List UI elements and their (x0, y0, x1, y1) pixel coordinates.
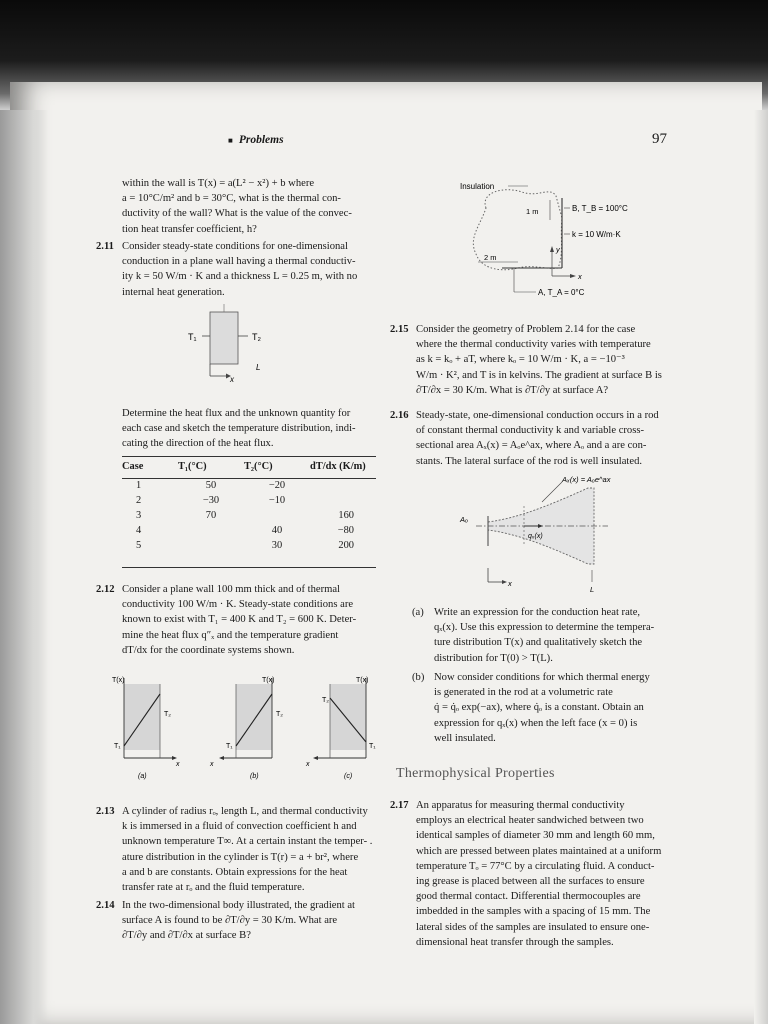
text-line: A cylinder of radius rₒ, length L, and thermal conductivity (122, 806, 368, 817)
ax-leader (542, 482, 562, 502)
t1-label: T₁ (369, 743, 376, 750)
table-cell: 50 (205, 480, 217, 491)
binding-shadow (0, 110, 48, 1024)
coordinate-systems-figure (112, 672, 384, 782)
t2-label: T₂ (252, 332, 261, 342)
text-line: Steady-state, one-dimensional conduction occurs in a rod (416, 410, 659, 421)
text-line: each case and sketch the temperature distribution, indi- (122, 423, 356, 435)
t1-label: T₁ (188, 332, 197, 342)
page-number: 97 (652, 131, 667, 147)
plane-wall-figure (168, 304, 288, 384)
table-cell: 70 (205, 510, 217, 521)
text-line: surface A is found to be ∂T/∂y = 30 K/m. What are (122, 915, 338, 927)
two-dimensional-body-figure (452, 178, 712, 300)
section-title: Thermophysical Properties (396, 766, 555, 781)
text-line: k is immersed in a fluid of convection coefficient h and (122, 821, 357, 833)
running-header (228, 134, 284, 146)
text-line: which are pressed between plates maintained at a uniform (416, 845, 662, 857)
column-header: T₂(°C) (244, 461, 273, 472)
x-label: x (176, 761, 180, 768)
graph-b (209, 677, 283, 780)
t1-label: T₁ (226, 743, 233, 750)
text-line: conduction in a plane wall having a thermal conductiv- (122, 256, 356, 268)
l-label: L (256, 363, 261, 372)
x-label: x (230, 375, 234, 384)
y-label: y (556, 245, 560, 254)
caption: (c) (344, 773, 353, 780)
problem-number: 2.11 (96, 241, 114, 252)
table-cell (178, 538, 244, 553)
x-label: x (210, 761, 214, 768)
text-line: dimensional heat transfer through the samples. (416, 936, 614, 948)
text-line: well insulated. (434, 732, 496, 744)
t2-label: T₂ (322, 697, 329, 704)
t2-label: T₂ (164, 711, 171, 718)
table-cell: −10 (268, 495, 286, 506)
table-cell (310, 478, 376, 493)
table-cell (244, 508, 310, 523)
table-cell: −30 (202, 495, 220, 506)
table-bottom-rule (122, 567, 376, 568)
t1-label: T₁ (114, 743, 121, 750)
text-line: An apparatus for measuring thermal conductivity (416, 800, 625, 811)
text-line: as k = kₒ + aT, where kₒ = 10 W/m · K, a = −10⁻³ (416, 354, 625, 366)
text-line: ture distribution T(x) and qualitatively sketch the (434, 637, 643, 649)
a0-label: Aₒ (460, 515, 468, 524)
text-line: ∂T/∂x = 30 K/m. What is ∂T/∂y at surface A? (416, 384, 609, 396)
page-edge (754, 110, 768, 1024)
y-arrow-icon (550, 246, 554, 252)
text-line: Consider a plane wall 100 mm thick and of thermal (122, 584, 340, 595)
table-cell: −80 (337, 525, 354, 536)
text-line: Determine the heat flux and the unknown quantity for (122, 408, 351, 419)
text-line: Consider steady-state conditions for one-dimensional (122, 241, 348, 252)
table-cell (310, 493, 376, 508)
x-arrow-icon (313, 756, 318, 760)
table-cell: 30 (271, 540, 283, 551)
text-line: Consider the geometry of Problem 2.14 for the case (416, 324, 636, 335)
text-line: internal heat generation. (122, 286, 225, 298)
caption: (b) (250, 773, 259, 780)
table-cell: 2 (136, 495, 142, 506)
text-line: dT/dx for the coordinate systems shown. (122, 644, 295, 656)
text-line: sectional area Aₓ(x) = Aₒe^ax, where Aₒ and a are con- (416, 440, 647, 452)
cases-table (122, 459, 376, 553)
table-row (122, 508, 376, 523)
part-label: (a) (412, 607, 424, 618)
text-line: W/m · K², and T is in kelvins. The gradient at surface B is (416, 369, 662, 381)
text-line: lateral sides of the samples are insulated to ensure one- (416, 921, 650, 933)
text-line: In the two-dimensional body illustrated, the gradient at (122, 900, 356, 911)
wall-shading (236, 684, 272, 750)
text-line: tion heat transfer coefficient, h? (122, 223, 257, 235)
column-header: T₁(°C) (178, 461, 207, 472)
table-cell: 5 (136, 540, 142, 551)
y-label: T(x) (112, 677, 125, 684)
wall-shading (124, 684, 160, 750)
table-cell: 4 (136, 525, 142, 536)
problem-number: 2.12 (96, 584, 115, 595)
text-line: Write an expression for the conduction heat rate, (434, 607, 641, 618)
header-title: Problems (238, 134, 284, 146)
table-cell: 160 (338, 510, 354, 521)
table-cell (178, 523, 244, 538)
text-line: imbedded in the samples with a spacing of 15 mm. The (416, 906, 651, 918)
text-line: is generated in the rod at a volumetric rate (434, 687, 613, 699)
graph-a (112, 677, 180, 780)
t2-label: T₂ (276, 711, 283, 718)
text-line: a and b are constants. Obtain expressions for the heat (122, 866, 348, 878)
x-arrow-icon (570, 274, 576, 278)
graph-c (305, 677, 376, 780)
text-line: of constant thermal conductivity k and variable cross- (416, 425, 644, 437)
qx-label: qₓ(x) (528, 533, 543, 540)
problem-number: 2.15 (390, 324, 409, 335)
header-bullet: ■ (228, 136, 233, 145)
text-line: identical samples of diameter 30 mm and length 60 mm, (416, 830, 655, 842)
column-header: dT/dx (K/m) (310, 461, 366, 472)
x-arrow-icon (172, 756, 177, 760)
text-line: unknown temperature T∞. At a certain instant the temper- . (122, 836, 373, 848)
text-line: ature distribution in the cylinder is T(r) = a + br², where (122, 851, 359, 863)
text-line: stants. The lateral surface of the rod is well insulated. (416, 455, 643, 467)
table-cell: −20 (268, 480, 286, 491)
text-line: cating the direction of the heat flux. (122, 438, 274, 450)
text-line: ity k = 50 W/m · K and a thickness L = 0.25 m, with no (122, 271, 358, 283)
text-line: temperature Tₒ = 77°C by a circulating fluid. A conduct- (416, 860, 655, 872)
table-cell: 40 (271, 525, 283, 536)
problem-number: 2.14 (96, 900, 115, 911)
text-line: mine the heat flux q″ₓ and the temperature gradient (122, 629, 339, 641)
area-label: Aₓ(x) = Aₒe^ax (562, 475, 611, 484)
one-m-label: 1 m (526, 207, 539, 216)
y-label: T(x) (262, 677, 275, 684)
surface-a-label: A, T_A = 0°C (538, 288, 585, 297)
y-label: T(x) (356, 677, 369, 684)
surface-b-label: B, T_B = 100°C (572, 204, 628, 213)
column-header: Case (122, 461, 144, 472)
text-line: q̇ = q̇ₒ exp(−ax), where q̇ₒ is a constant. Obtain an (434, 702, 644, 714)
text-line: known to exist with T₁ = 400 K and T₂ = 600 K. Deter- (122, 614, 357, 626)
x-label: x (508, 579, 512, 588)
insulation-label: Insulation (460, 182, 495, 191)
x-arrow-icon (219, 756, 224, 760)
caption: (a) (138, 773, 147, 780)
flared-rod-figure (458, 472, 658, 596)
text-line: conductivity 100 W/m · K. Steady-state conditions are (122, 599, 354, 611)
table-row (122, 493, 376, 508)
text-line: qₓ(x). Use this expression to determine the tempera- (434, 622, 655, 634)
problem-number: 2.16 (390, 410, 409, 421)
text-line: distribution for T(0) > T(L). (434, 652, 553, 664)
text-line: a = 10°C/m² and b = 30°C, what is the thermal con- (122, 193, 341, 205)
table-row (122, 538, 376, 553)
table-row (122, 478, 376, 493)
x-label: x (578, 272, 582, 281)
wall-shading (330, 684, 366, 750)
conductivity-label: k = 10 W/m·K (572, 230, 621, 239)
text-line: within the wall is T(x) = a(L² − x²) + b where (122, 178, 315, 189)
wall-slab (210, 312, 238, 364)
table-header-row (122, 459, 376, 474)
problem-number: 2.17 (390, 800, 409, 811)
x-arrow-icon (502, 580, 507, 584)
text-line: ductivity of the wall? What is the value of the convec- (122, 208, 352, 220)
text-line: Now consider conditions for which thermal energy (434, 672, 650, 683)
table-cell: 200 (338, 540, 354, 551)
text-line: ing grease is placed between all the surfaces to ensure (416, 876, 645, 888)
problem-2-11-instructions (122, 406, 376, 452)
table-top-rule (122, 456, 376, 457)
text-line: transfer rate at rₒ and the fluid temperature. (122, 882, 305, 894)
l-label: L (590, 585, 595, 594)
table-cell: 3 (136, 510, 142, 521)
x-label: x (306, 761, 310, 768)
text-line: expression for qₓ(x) when the left face (x = 0) is (434, 717, 638, 729)
text-line: good thermal contact. Differential thermocouples are (416, 891, 641, 903)
two-m-label: 2 m (484, 253, 497, 262)
text-line: where the thermal conductivity varies with temperature (416, 339, 651, 351)
problem-number: 2.13 (96, 806, 115, 817)
problem-2-10-continuation (122, 176, 376, 237)
text-line: employs an electrical heater sandwiched between two (416, 815, 644, 827)
part-label: (b) (412, 672, 425, 683)
table-row (122, 523, 376, 538)
table-cell: 1 (136, 480, 142, 491)
text-line: ∂T/∂y and ∂T/∂x at surface B? (122, 930, 251, 942)
